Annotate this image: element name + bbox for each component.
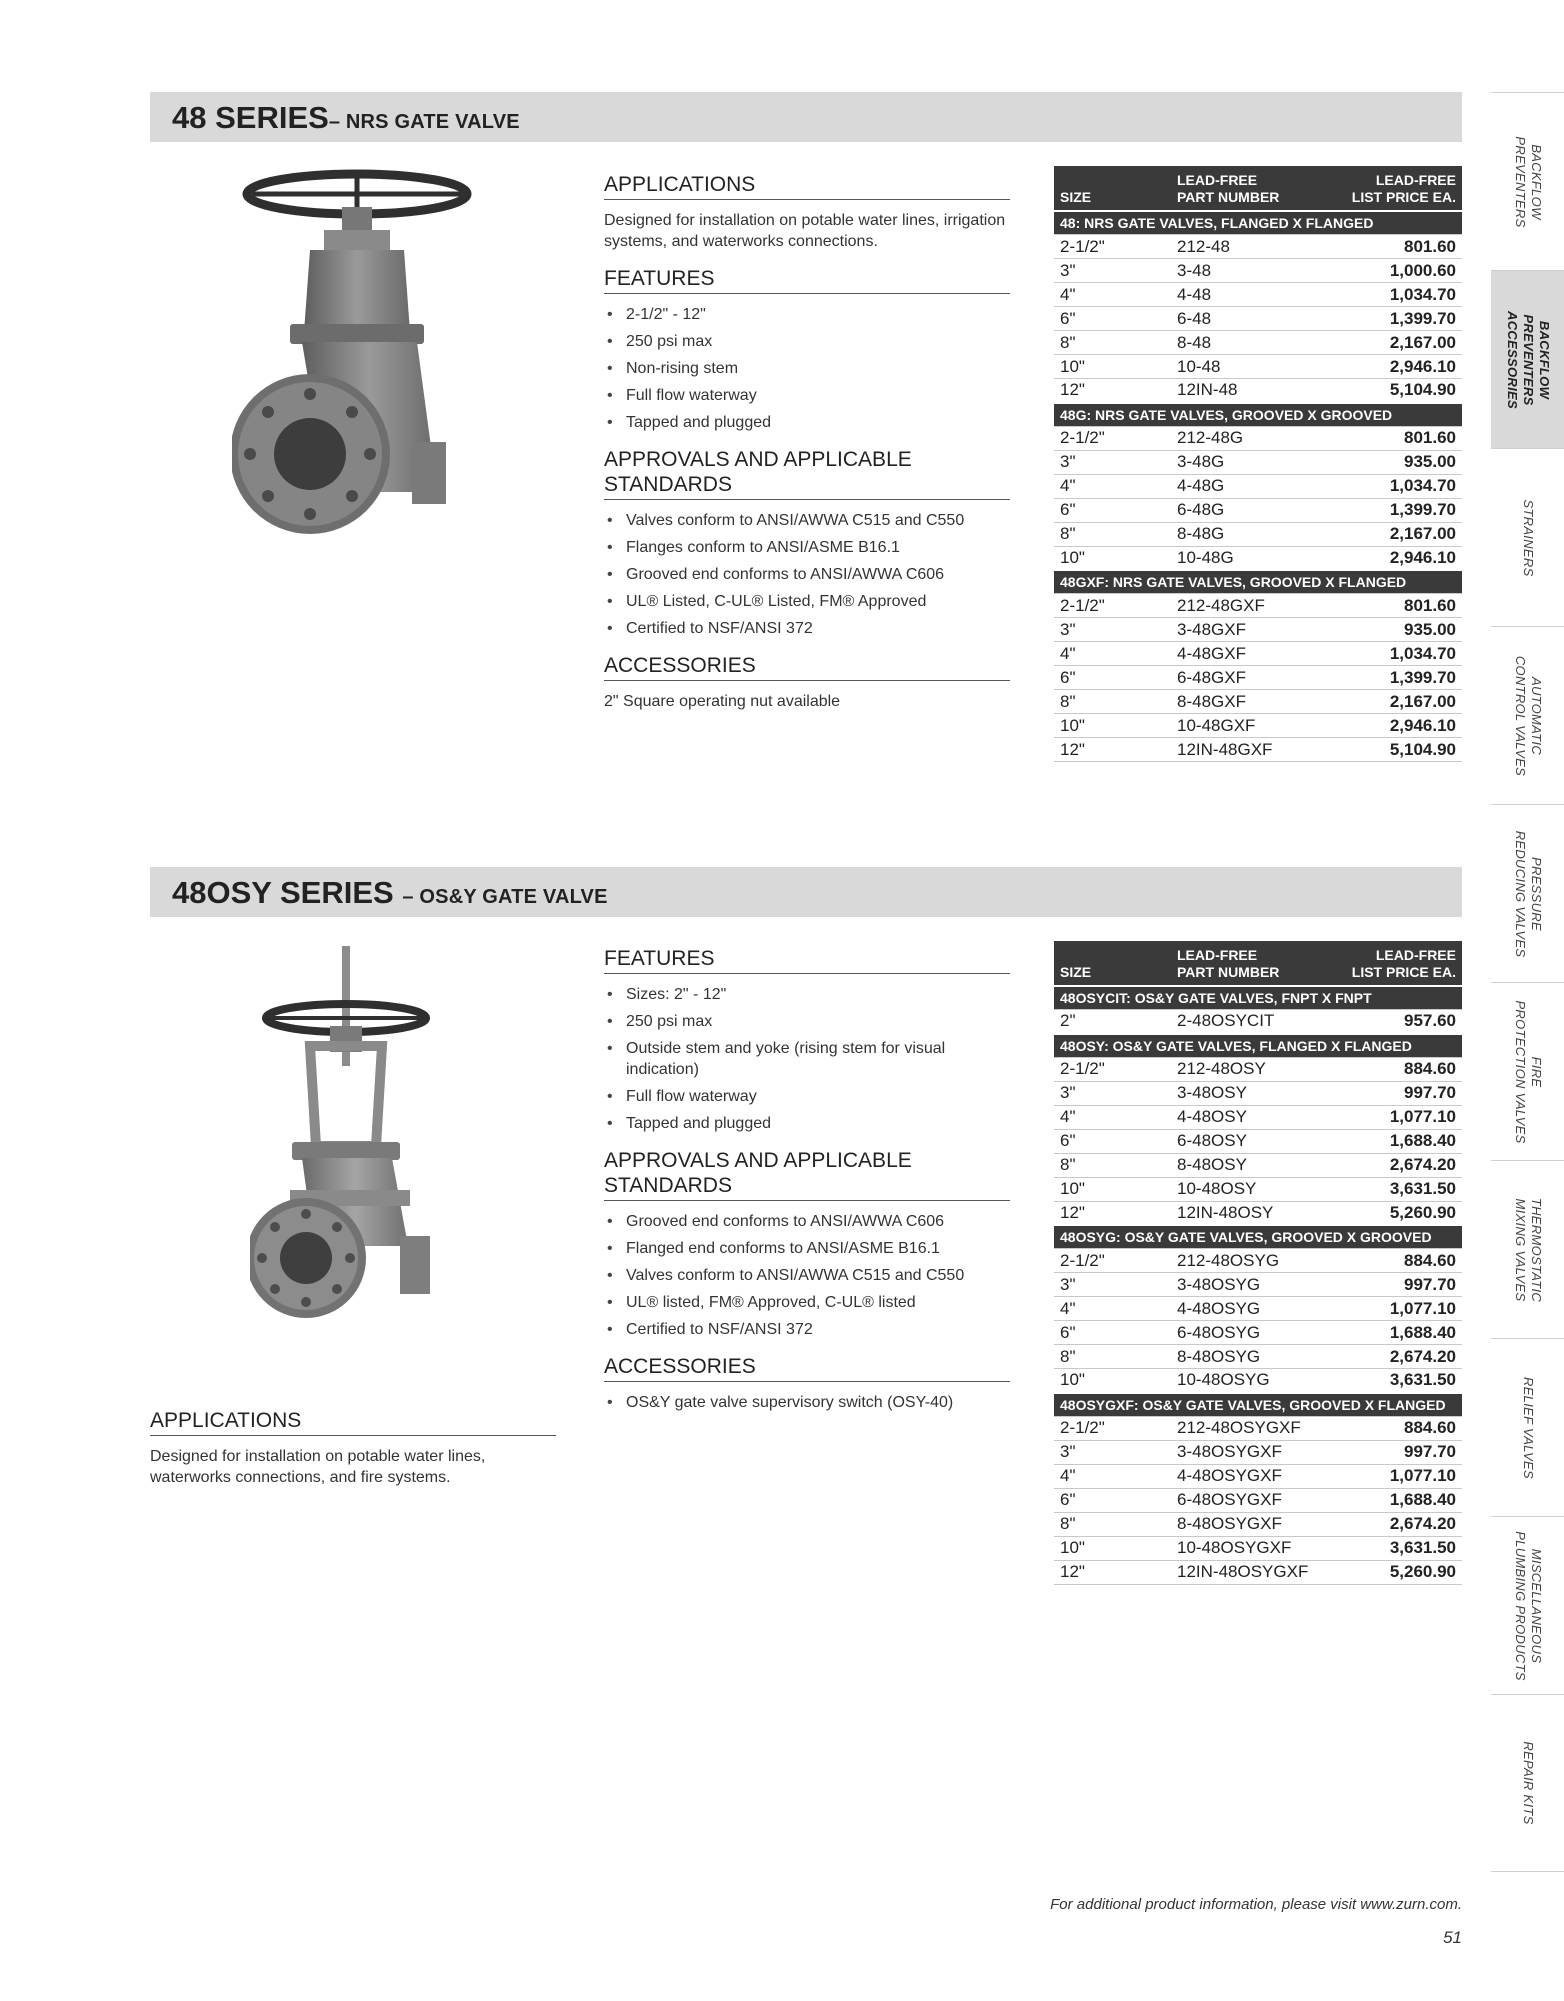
series-48-banner bbox=[150, 92, 1462, 142]
table-row: 12" 12IN-48GXF 5,104.90 bbox=[1054, 738, 1462, 762]
table-group-row: 48G: NRS GATE VALVES, GROOVED X GROOVED bbox=[1054, 403, 1462, 427]
series-48-price-table bbox=[1054, 166, 1462, 762]
table-row: 12" 12IN-48 5,104.90 bbox=[1054, 379, 1462, 403]
accessories-text: 2" Square operating nut available bbox=[604, 693, 841, 710]
table-row: 8" 8-48OSY 2,674.20 bbox=[1054, 1153, 1462, 1177]
table-row: 6" 6-48G 1,399.70 bbox=[1054, 498, 1462, 522]
series-48-title: 48 SERIES– NRS GATE VALVE bbox=[172, 100, 520, 135]
table-row: 10" 10-48OSYG 3,631.50 bbox=[1054, 1369, 1462, 1393]
table-group-row: 48GXF: NRS GATE VALVES, GROOVED X FLANGED bbox=[1054, 570, 1462, 594]
tab-strainers[interactable]: STRAINERS bbox=[1491, 448, 1564, 626]
applications-heading: APPLICATIONS bbox=[150, 1408, 556, 1436]
tab-miscellaneous-plumbing-products[interactable]: MISCELLANEOUS PLUMBING PRODUCTS bbox=[1491, 1516, 1564, 1694]
list-item: • Outside stem and yoke (rising stem for visual indication) bbox=[604, 1038, 1010, 1080]
tab-pressure-reducing-valves[interactable]: PRESSURE REDUCING VALVES bbox=[1491, 804, 1564, 982]
table-row: 4" 4-48OSY 1,077.10 bbox=[1054, 1105, 1462, 1129]
table-group-row: 48OSYG: OS&Y GATE VALVES, GROOVED X GROOVED bbox=[1054, 1225, 1462, 1249]
table-row: 4" 4-48 1,034.70 bbox=[1054, 283, 1462, 307]
nrs-gate-valve-photo bbox=[232, 162, 472, 562]
table-row: 2-1/2" 212-48OSY 884.60 bbox=[1054, 1057, 1462, 1081]
list-item: • 2-1/2" - 12" bbox=[604, 304, 1010, 325]
category-sidebar bbox=[1491, 92, 1564, 1872]
approvals-heading: APPROVALS AND APPLICABLE STANDARDS bbox=[604, 1148, 1010, 1201]
page-number: 51 bbox=[1443, 1928, 1462, 1947]
table-row: 6" 6-48OSYG 1,688.40 bbox=[1054, 1321, 1462, 1345]
tab-repair-kits[interactable]: REPAIR KITS bbox=[1491, 1694, 1564, 1872]
table-row: 12" 12IN-48OSY 5,260.90 bbox=[1054, 1201, 1462, 1225]
list-item: • Valves conform to ANSI/AWWA C515 and C550 bbox=[604, 510, 1010, 531]
header-size: SIZE bbox=[1054, 941, 1171, 986]
list-item: • Certified to NSF/ANSI 372 bbox=[604, 1319, 1010, 1340]
list-item: • Sizes: 2" - 12" bbox=[604, 984, 1010, 1005]
table-row: 2" 2-48OSYCIT 957.60 bbox=[1054, 1010, 1462, 1034]
list-item: • OS&Y gate valve supervisory switch (OSY-40) bbox=[604, 1392, 1010, 1413]
table-row: 3" 3-48G 935.00 bbox=[1054, 450, 1462, 474]
list-item: • Valves conform to ANSI/AWWA C515 and C550 bbox=[604, 1265, 1010, 1286]
table-row: 4" 4-48GXF 1,034.70 bbox=[1054, 642, 1462, 666]
table-row: 3" 3-48OSYGXF 997.70 bbox=[1054, 1440, 1462, 1464]
list-item: • UL® listed, FM® Approved, C-UL® listed bbox=[604, 1292, 1010, 1313]
table-group-row: 48: NRS GATE VALVES, FLANGED X FLANGED bbox=[1054, 211, 1462, 235]
header-part: LEAD-FREE PART NUMBER bbox=[1171, 941, 1341, 986]
table-row: 3" 3-48GXF 935.00 bbox=[1054, 618, 1462, 642]
series-48osy-price-table bbox=[1054, 941, 1462, 1585]
table-row: 2-1/2" 212-48OSYG 884.60 bbox=[1054, 1249, 1462, 1273]
table-row: 8" 8-48OSYGXF 2,674.20 bbox=[1054, 1512, 1462, 1536]
table-row: 10" 10-48GXF 2,946.10 bbox=[1054, 714, 1462, 738]
table-row: 4" 4-48OSYGXF 1,077.10 bbox=[1054, 1464, 1462, 1488]
table-row: 10" 10-48G 2,946.10 bbox=[1054, 546, 1462, 570]
tab-backflow-preventers-accessories[interactable]: BACKFLOW PREVENTERS ACCESSORIES bbox=[1491, 270, 1564, 448]
tab-relief-valves[interactable]: RELIEF VALVES bbox=[1491, 1338, 1564, 1516]
table-row: 2-1/2" 212-48G 801.60 bbox=[1054, 426, 1462, 450]
table-row: 3" 3-48OSYG 997.70 bbox=[1054, 1273, 1462, 1297]
list-item: • Grooved end conforms to ANSI/AWWA C606 bbox=[604, 1211, 1010, 1232]
table-group-row: 48OSYCIT: OS&Y GATE VALVES, FNPT X FNPT bbox=[1054, 986, 1462, 1010]
table-row: 6" 6-48GXF 1,399.70 bbox=[1054, 666, 1462, 690]
tab-fire-protection-valves[interactable]: FIRE PROTECTION VALVES bbox=[1491, 982, 1564, 1160]
table-row: 2-1/2" 212-48 801.60 bbox=[1054, 235, 1462, 259]
list-item: • Full flow waterway bbox=[604, 1086, 1010, 1107]
table-row: 6" 6-48 1,399.70 bbox=[1054, 307, 1462, 331]
table-header-row bbox=[1054, 166, 1462, 211]
list-item: • UL® Listed, C-UL® Listed, FM® Approved bbox=[604, 591, 1010, 612]
table-group-row: 48OSY: OS&Y GATE VALVES, FLANGED X FLANGED bbox=[1054, 1034, 1462, 1058]
series-48osy-applications bbox=[150, 1408, 556, 1488]
applications-text: Designed for installation on potable water lines, irrigation systems, and waterworks connections. bbox=[604, 212, 1006, 250]
series-48osy-title: 48OSY SERIES – OS&Y GATE VALVE bbox=[172, 875, 608, 910]
accessories-heading: ACCESSORIES bbox=[604, 653, 1010, 681]
list-item: • Tapped and plugged bbox=[604, 1113, 1010, 1134]
table-row: 10" 10-48OSYGXF 3,631.50 bbox=[1054, 1536, 1462, 1560]
table-row: 4" 4-48G 1,034.70 bbox=[1054, 474, 1462, 498]
table-row: 3" 3-48OSY 997.70 bbox=[1054, 1081, 1462, 1105]
header-price: LEAD-FREE LIST PRICE EA. bbox=[1341, 941, 1462, 986]
table-row: 8" 8-48G 2,167.00 bbox=[1054, 522, 1462, 546]
list-item: • Full flow waterway bbox=[604, 385, 1010, 406]
header-part: LEAD-FREE PART NUMBER bbox=[1171, 166, 1341, 211]
table-row: 8" 8-48OSYG 2,674.20 bbox=[1054, 1345, 1462, 1369]
series-48osy-banner bbox=[150, 867, 1462, 917]
list-item: • 250 psi max bbox=[604, 1011, 1010, 1032]
list-item: • 250 psi max bbox=[604, 331, 1010, 352]
tab-thermostatic-mixing-valves[interactable]: THERMOSTATIC MIXING VALVES bbox=[1491, 1160, 1564, 1338]
applications-text: Designed for installation on potable water lines, waterworks connections, and fire systems. bbox=[150, 1448, 486, 1486]
features-heading: FEATURES bbox=[604, 946, 1010, 974]
series-48osy-details bbox=[604, 946, 1010, 1419]
table-row: 8" 8-48GXF 2,167.00 bbox=[1054, 690, 1462, 714]
list-item: • Flanges conform to ANSI/ASME B16.1 bbox=[604, 537, 1010, 558]
footer-note: For additional product information, please visit www.zurn.com. bbox=[1050, 1896, 1462, 1913]
table-row: 4" 4-48OSYG 1,077.10 bbox=[1054, 1297, 1462, 1321]
table-row: 10" 10-48 2,946.10 bbox=[1054, 355, 1462, 379]
list-item: • Certified to NSF/ANSI 372 bbox=[604, 618, 1010, 639]
table-row: 6" 6-48OSYGXF 1,688.40 bbox=[1054, 1488, 1462, 1512]
features-heading: FEATURES bbox=[604, 266, 1010, 294]
header-size: SIZE bbox=[1054, 166, 1171, 211]
header-price: LEAD-FREE LIST PRICE EA. bbox=[1341, 166, 1462, 211]
accessories-list bbox=[604, 1392, 1010, 1413]
list-item: • Non-rising stem bbox=[604, 358, 1010, 379]
features-list bbox=[604, 304, 1010, 433]
approvals-heading: APPROVALS AND APPLICABLE STANDARDS bbox=[604, 447, 1010, 500]
tab-backflow-preventers[interactable]: BACKFLOW PREVENTERS bbox=[1491, 92, 1564, 270]
table-header-row bbox=[1054, 941, 1462, 986]
table-row: 12" 12IN-48OSYGXF 5,260.90 bbox=[1054, 1560, 1462, 1584]
osy-gate-valve-photo bbox=[250, 946, 450, 1326]
list-item: • Flanged end conforms to ANSI/ASME B16.1 bbox=[604, 1238, 1010, 1259]
tab-automatic-control-valves[interactable]: AUTOMATIC CONTROL VALVES bbox=[1491, 626, 1564, 804]
table-row: 2-1/2" 212-48OSYGXF 884.60 bbox=[1054, 1416, 1462, 1440]
table-row: 3" 3-48 1,000.60 bbox=[1054, 259, 1462, 283]
series-48-details bbox=[604, 172, 1010, 712]
accessories-heading: ACCESSORIES bbox=[604, 1354, 1010, 1382]
approvals-list bbox=[604, 510, 1010, 639]
table-row: 10" 10-48OSY 3,631.50 bbox=[1054, 1177, 1462, 1201]
table-row: 6" 6-48OSY 1,688.40 bbox=[1054, 1129, 1462, 1153]
features-list bbox=[604, 984, 1010, 1134]
table-group-row: 48OSYGXF: OS&Y GATE VALVES, GROOVED X FLANGED bbox=[1054, 1393, 1462, 1417]
table-row: 2-1/2" 212-48GXF 801.60 bbox=[1054, 594, 1462, 618]
applications-heading: APPLICATIONS bbox=[604, 172, 1010, 200]
table-row: 8" 8-48 2,167.00 bbox=[1054, 331, 1462, 355]
list-item: • Tapped and plugged bbox=[604, 412, 1010, 433]
approvals-list bbox=[604, 1211, 1010, 1340]
list-item: • Grooved end conforms to ANSI/AWWA C606 bbox=[604, 564, 1010, 585]
